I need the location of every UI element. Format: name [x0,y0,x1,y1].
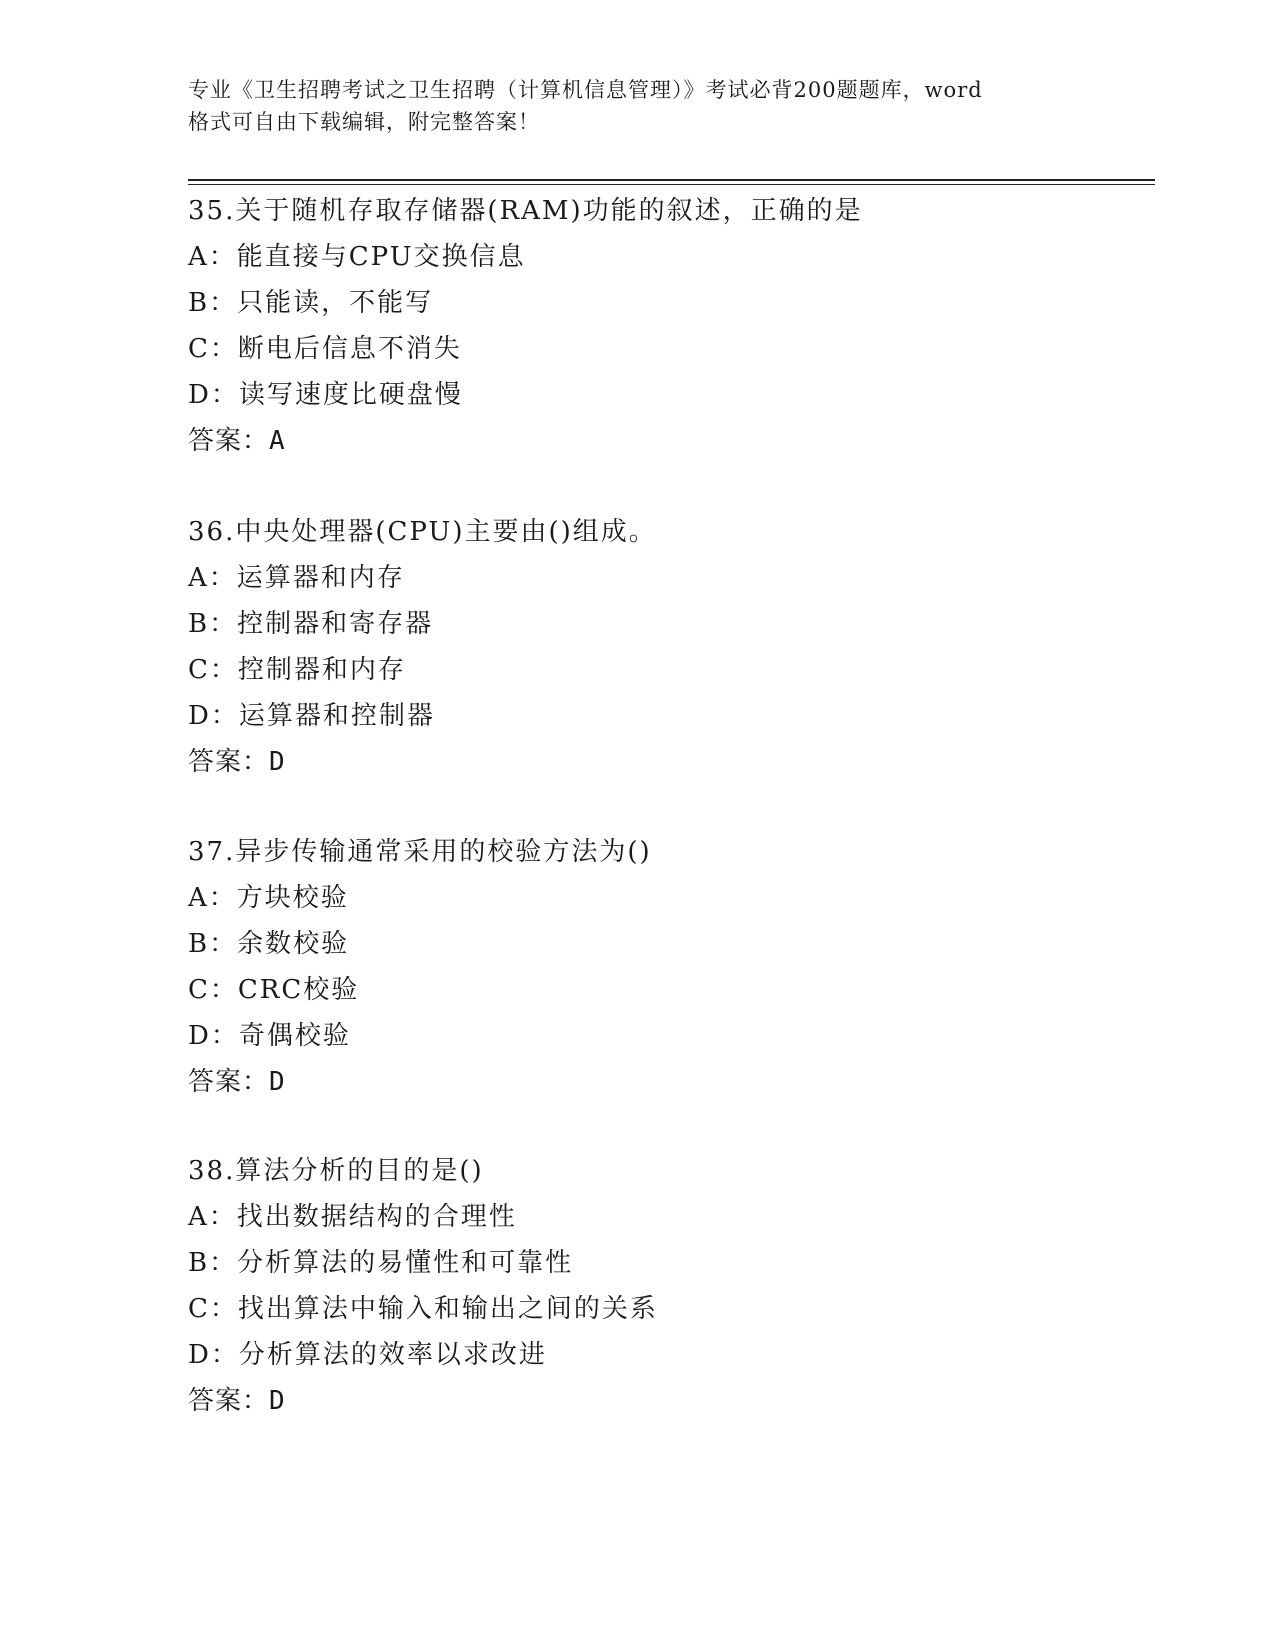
option-b: B：余数校验 [188,929,350,959]
answer-line: 答案：D [188,1386,286,1416]
question-block [188,188,1188,464]
option-d: D：读写速度比硬盘慢 [188,380,463,410]
answer-line: 答案：D [188,1067,286,1097]
answer-line: 答案：D [188,747,286,777]
option-a: A：找出数据结构的合理性 [188,1202,517,1232]
option-b: B：只能读，不能写 [188,288,434,318]
option-c: C：断电后信息不消失 [188,334,462,364]
option-a: A：运算器和内存 [188,563,405,593]
option-c: C：CRC校验 [188,975,360,1005]
question-text: 35.关于随机存取存储器(RAM)功能的叙述，正确的是 [188,196,863,226]
header-line-2: 格式可自由下载编辑，附完整答案！ [188,110,540,134]
question-text: 37.异步传输通常采用的校验方法为() [188,837,652,867]
option-c: C：找出算法中输入和输出之间的关系 [188,1294,658,1324]
option-d: D：奇偶校验 [188,1021,351,1051]
question-text: 38.算法分析的目的是() [188,1156,484,1186]
option-a: A：方块校验 [188,883,349,913]
answer-line: 答案：A [188,426,286,456]
header-line-1: 专业《卫生招聘考试之卫生招聘（计算机信息管理）》考试必背200题题库，word [188,78,983,102]
document-header [188,74,1088,138]
header-divider-thin [188,184,1155,185]
option-a: A：能直接与CPU交换信息 [188,242,526,272]
option-d: D：运算器和控制器 [188,701,435,731]
option-d: D：分析算法的效率以求改进 [188,1340,547,1370]
question-text: 36.中央处理器(CPU)主要由()组成。 [188,517,657,547]
option-b: B：分析算法的易懂性和可靠性 [188,1248,574,1278]
header-divider-thick [188,179,1155,181]
option-c: C：控制器和内存 [188,655,406,685]
question-block [188,509,1188,785]
question-block [188,1148,1188,1424]
question-block [188,829,1188,1105]
option-b: B：控制器和寄存器 [188,609,434,639]
